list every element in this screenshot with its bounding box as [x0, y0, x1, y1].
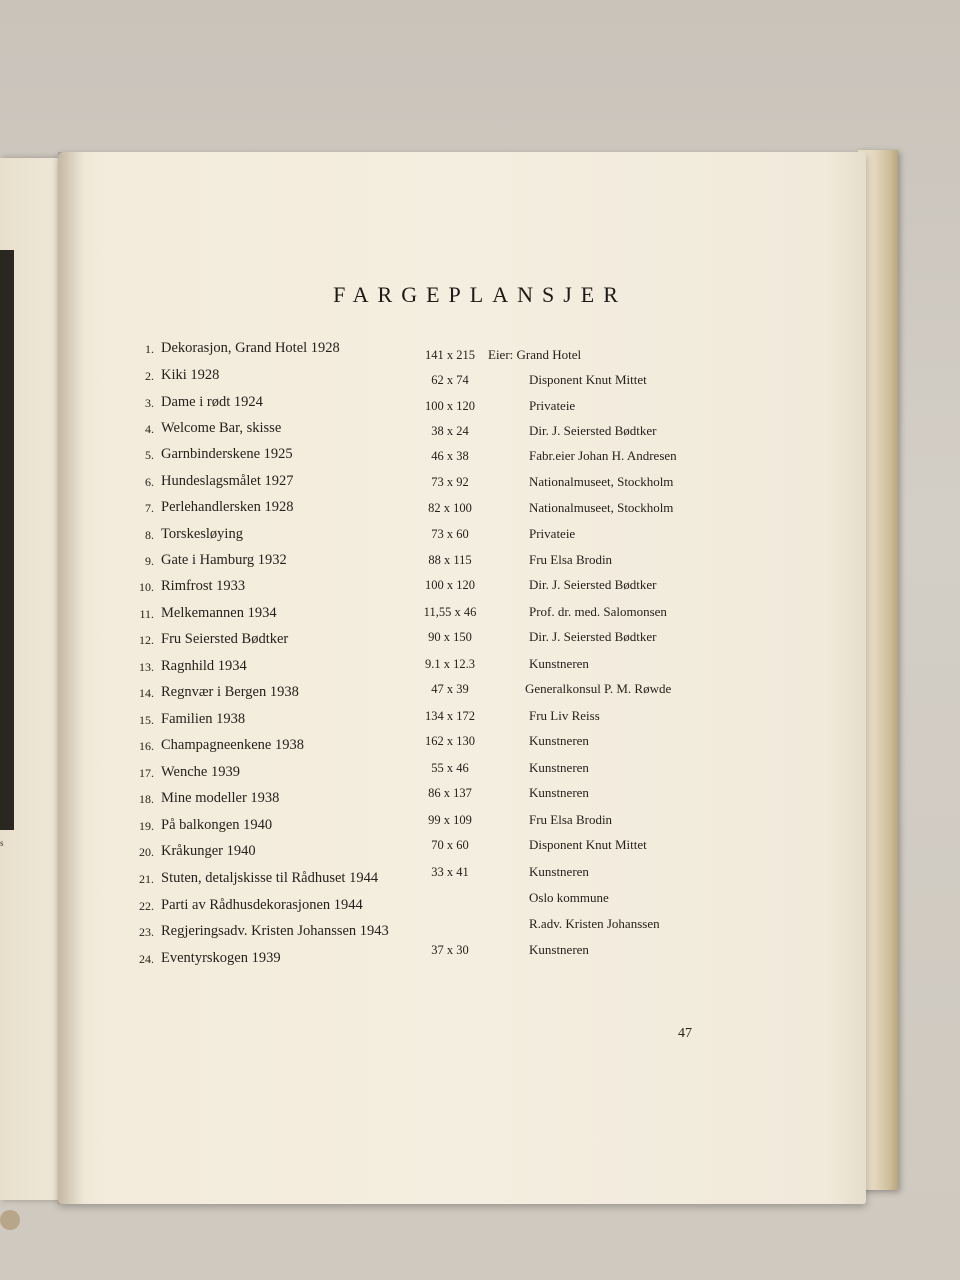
plate-owner: Dir. J. Seiersted Bødtker — [529, 629, 657, 644]
plate-owner: Disponent Knut Mittet — [529, 837, 647, 852]
plate-dimensions: 11,55 x 46 — [423, 605, 477, 619]
plate-number: 7. — [145, 501, 154, 515]
plate-title: Gate i Hamburg 1932 — [161, 552, 287, 568]
plate-owner: Nationalmuseet, Stockholm — [529, 474, 674, 489]
plate-number: 6. — [145, 475, 154, 489]
plate-owner: Nationalmuseet, Stockholm — [529, 500, 674, 515]
plate-row — [0, 681, 960, 708]
plate-number: 17. — [139, 766, 154, 780]
plate-dimensions: 37 x 30 — [431, 943, 469, 957]
plate-number: 22. — [139, 899, 154, 913]
plate-title: Dekorasjon, Grand Hotel 1928 — [161, 340, 340, 356]
plate-owner: Fru Elsa Brodin — [529, 552, 613, 567]
plate-owner: Kunstneren — [529, 760, 589, 775]
plate-row — [0, 658, 960, 682]
plate-row — [0, 864, 960, 894]
plate-title: Familien 1938 — [161, 711, 246, 727]
plate-owner: Kunstneren — [529, 656, 589, 671]
plate-title: Wenche 1939 — [161, 764, 240, 780]
plate-owner: R.adv. Kristen Johanssen — [529, 916, 660, 931]
plate-title: På balkongen 1940 — [161, 817, 273, 833]
plate-owner: Dir. J. Seiersted Bødtker — [529, 423, 657, 438]
plate-number: 12. — [139, 633, 154, 647]
plate-owner: Generalkonsul P. M. Røwde — [525, 681, 672, 696]
plate-owner: Privateie — [529, 398, 576, 413]
plate-row — [0, 473, 960, 497]
plate-row — [0, 420, 960, 444]
plate-number: 13. — [139, 660, 154, 674]
page-title: FARGEPLANSJER — [333, 282, 627, 307]
plate-dimensions: 33 x 41 — [431, 865, 469, 879]
plate-number: 1. — [145, 342, 154, 356]
plate-row — [0, 605, 960, 629]
plate-row — [0, 837, 960, 867]
plate-title: Fru Seiersted Bødtker — [161, 631, 289, 647]
plate-title: Regnvær i Bergen 1938 — [161, 684, 299, 700]
plate-owner: Fru Liv Reiss — [529, 708, 600, 723]
plate-number: 15. — [139, 713, 154, 727]
plate-dimensions: 86 x 137 — [428, 786, 472, 800]
plate-number: 24. — [139, 952, 154, 966]
plate-title: Rimfrost 1933 — [161, 578, 246, 594]
plate-row — [0, 890, 960, 921]
plate-number: 19. — [139, 819, 154, 833]
plate-dimensions: 46 x 38 — [431, 449, 469, 463]
plate-dimensions: 9.1 x 12.3 — [425, 657, 475, 671]
plate-title: Melkemannen 1934 — [161, 605, 277, 621]
plate-title: Regjeringsadv. Kristen Johanssen 1943 — [161, 923, 389, 939]
plate-number: 18. — [139, 792, 154, 806]
plate-row — [0, 942, 960, 974]
plate-row — [0, 785, 960, 814]
plate-row — [0, 631, 960, 655]
plate-row — [0, 526, 960, 550]
plate-number: 16. — [139, 739, 154, 753]
plate-row — [0, 760, 960, 788]
plate-number: 9. — [145, 554, 154, 568]
plate-owner: Kunstneren — [529, 733, 589, 748]
plate-dimensions: 134 x 172 — [425, 709, 475, 723]
plate-row — [0, 499, 960, 523]
plate-title: Hundeslagsmålet 1927 — [161, 473, 294, 489]
plate-dimensions: 162 x 130 — [425, 734, 475, 748]
plate-owner: Fru Elsa Brodin — [529, 812, 613, 827]
plate-dimensions: 82 x 100 — [428, 501, 472, 515]
plate-owner: Dir. J. Seiersted Bødtker — [529, 577, 657, 592]
plate-title: Eventyrskogen 1939 — [161, 950, 281, 966]
plate-title: Perlehandlersken 1928 — [161, 499, 294, 515]
plate-title: Kiki 1928 — [161, 367, 220, 383]
plate-dimensions: 62 x 74 — [431, 373, 469, 387]
plate-row — [0, 367, 960, 391]
plate-title: Champagneenkene 1938 — [161, 737, 304, 753]
plate-row — [0, 578, 960, 602]
plate-number: 10. — [139, 580, 154, 594]
plate-title: Torskesløying — [161, 526, 243, 542]
plate-dimensions: 73 x 92 — [431, 475, 469, 489]
page-number: 47 — [678, 1026, 692, 1041]
plate-owner: Kunstneren — [529, 785, 589, 800]
plate-number: 3. — [145, 396, 154, 410]
plate-title: Kråkunger 1940 — [161, 843, 256, 859]
plate-title: Dame i rødt 1924 — [161, 394, 263, 410]
plate-dimensions: 55 x 46 — [431, 761, 469, 775]
plate-dimensions: 90 x 150 — [428, 630, 472, 644]
plate-owner: Oslo kommune — [529, 890, 609, 905]
plate-owner: Disponent Knut Mittet — [529, 372, 647, 387]
plate-number: 20. — [139, 845, 154, 859]
plate-dimensions: 70 x 60 — [431, 838, 469, 852]
plate-number: 23. — [139, 925, 154, 939]
plate-dimensions: 141 x 215 — [425, 348, 475, 362]
plate-number: 2. — [145, 369, 154, 383]
plate-owner: Kunstneren — [529, 864, 589, 879]
plate-number: 4. — [145, 422, 154, 436]
plate-number: 21. — [139, 872, 154, 886]
plate-row — [0, 446, 960, 470]
plate-number: 11. — [139, 607, 154, 621]
plate-dimensions: 100 x 120 — [425, 399, 475, 413]
plate-owner: Kunstneren — [529, 942, 589, 957]
plate-owner: Eier: Grand Hotel — [488, 347, 582, 362]
plate-dimensions: 38 x 24 — [431, 424, 469, 438]
plate-owner: Privateie — [529, 526, 576, 541]
plate-row — [0, 552, 960, 576]
plate-number: 5. — [145, 448, 154, 462]
plate-dimensions: 100 x 120 — [425, 578, 475, 592]
plate-dimensions: 47 x 39 — [431, 682, 469, 696]
paper-stain — [0, 1210, 20, 1230]
plate-title: Ragnhild 1934 — [161, 658, 247, 674]
plate-title: Welcome Bar, skisse — [161, 420, 282, 436]
plate-dimensions: 88 x 115 — [428, 553, 472, 567]
plate-dimensions: 99 x 109 — [428, 813, 472, 827]
plate-title: Mine modeller 1938 — [161, 790, 280, 806]
plate-row — [0, 708, 960, 735]
plate-row — [0, 340, 960, 364]
plate-title: Garnbinderskene 1925 — [161, 446, 293, 462]
plate-number: 14. — [139, 686, 154, 700]
plate-dimensions: 73 x 60 — [431, 527, 469, 541]
plate-owner: Fabr.eier Johan H. Andresen — [529, 448, 677, 463]
plate-row — [0, 733, 960, 761]
plate-owner: Prof. dr. med. Salomonsen — [529, 604, 667, 619]
facing-page-caption: s — [0, 838, 4, 848]
plate-number: 8. — [145, 528, 154, 542]
plate-row — [0, 394, 960, 418]
plate-title: Parti av Rådhusdekorasjonen 1944 — [161, 897, 363, 913]
plate-title: Stuten, detaljskisse til Rådhuset 1944 — [161, 870, 379, 886]
